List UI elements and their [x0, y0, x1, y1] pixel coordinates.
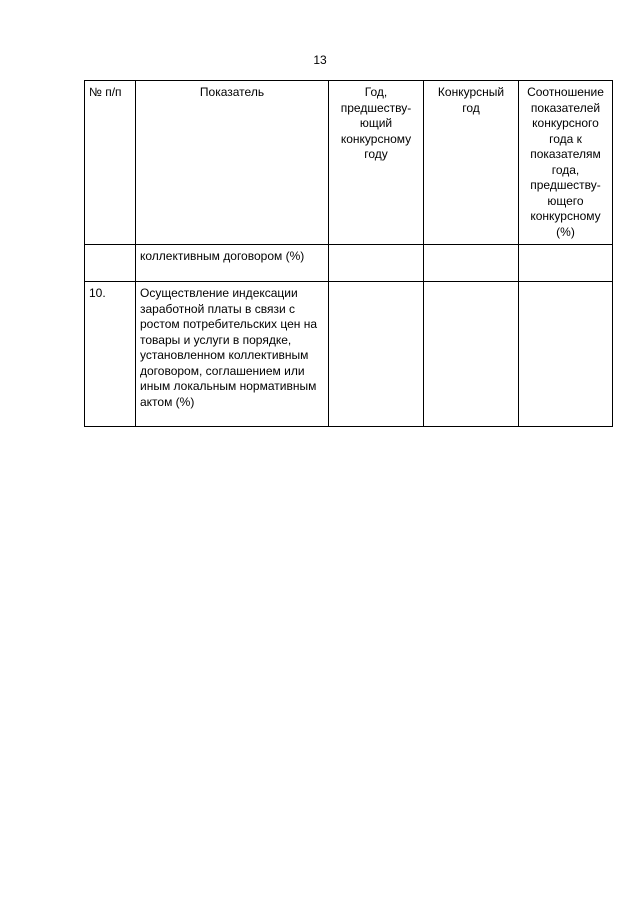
row-ratio-value: [519, 245, 613, 282]
row-indicator: коллективным договором (%): [136, 245, 329, 282]
row-indicator: Осуществление индексации заработной платы в связи с ростом потребительских цен на товары и услуги в порядке, установленном коллективным договором, соглашением или иным локальным нормативным актом (%): [136, 282, 329, 427]
header-prev-year: Год, предшеству-ющий конкурсному году: [329, 81, 424, 245]
page-number: 13: [313, 53, 327, 67]
table-header-row: [85, 81, 613, 245]
row-num: [85, 245, 136, 282]
header-indicator: Показатель: [136, 81, 329, 245]
row-ratio-value: [519, 282, 613, 427]
header-ratio: Соотношение показателей конкурсного года к показателям года, предшеству-ющего конкурсному (%): [519, 81, 613, 245]
indicators-table: [84, 80, 613, 427]
row-num: 10.: [85, 282, 136, 427]
table-row: [85, 245, 613, 282]
row-prev-year-value: [329, 245, 424, 282]
row-prev-year-value: [329, 282, 424, 427]
table-row: [85, 282, 613, 427]
header-num: № п/п: [85, 81, 136, 245]
row-competition-year-value: [424, 245, 519, 282]
row-competition-year-value: [424, 282, 519, 427]
header-competition-year: Конкурсный год: [424, 81, 519, 245]
